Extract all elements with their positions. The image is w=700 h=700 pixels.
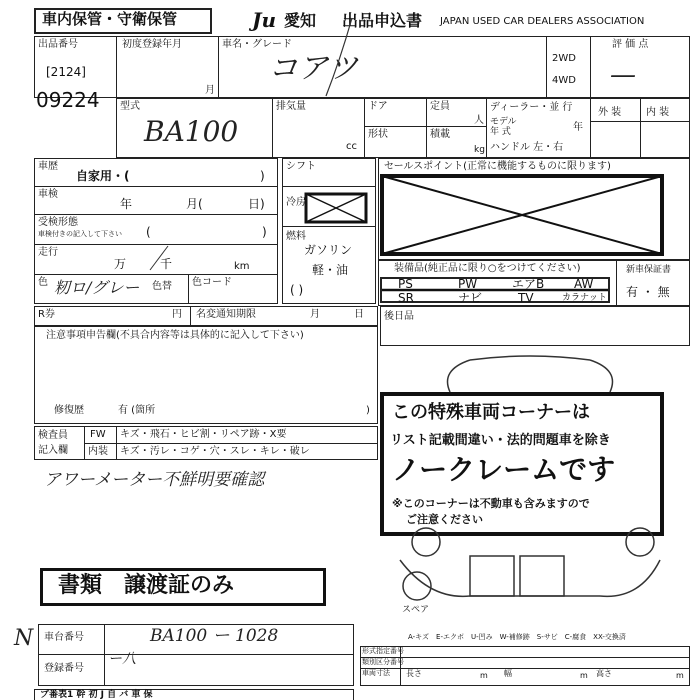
- fuel-diesel: 軽・油: [312, 263, 349, 277]
- warranty-label: 新車保証書: [626, 265, 672, 275]
- received-note: 車検付きの記入して下さい: [38, 230, 122, 238]
- lot-number: 09224: [36, 88, 100, 112]
- lot-number-small: [2124]: [46, 65, 86, 79]
- chassis-label: 車台番号: [44, 632, 84, 643]
- registration-label: 登録番号: [44, 663, 84, 674]
- history-close: ): [260, 169, 265, 183]
- margin-mark: N: [14, 626, 34, 651]
- capacity-unit: 人: [474, 115, 484, 126]
- notice-line-4: ※このコーナーは不動車も含みますので: [392, 497, 590, 510]
- length-label: 長さ: [406, 669, 422, 678]
- interior-label: 内 装: [646, 107, 670, 118]
- color-change: 色替: [152, 281, 172, 292]
- equip-sr: SR: [398, 291, 414, 305]
- inspection-year: 年: [120, 197, 133, 211]
- first-registration-label: 初度登録年月: [122, 39, 182, 50]
- car-name-value: コアツ: [268, 51, 358, 86]
- inspection-label: 車検: [38, 189, 58, 200]
- equip-tv: TV: [518, 291, 534, 305]
- drive-4wd: 4WD: [552, 75, 576, 86]
- documents-text: 書類 譲渡証のみ: [58, 573, 235, 598]
- equip-airbag: エアB: [512, 277, 545, 291]
- class-number-label: 類別区分番号: [362, 658, 404, 666]
- color-code-label: 色コード: [192, 277, 232, 288]
- car-name-label: 車名・グレード: [222, 39, 292, 50]
- equip-pw: PW: [458, 277, 478, 291]
- equip-ps: PS: [398, 277, 413, 291]
- warranty-value: 有 ・ 無: [626, 285, 670, 299]
- equip-nut: カラナット: [562, 293, 607, 303]
- mileage-unit: km: [234, 261, 250, 272]
- grade-value: —: [610, 60, 636, 90]
- width-label: 幅: [504, 669, 512, 678]
- name-change-label: 名変通知期限: [196, 309, 256, 320]
- handle-label: ハンドル 左・右: [490, 142, 564, 153]
- lot-number-label: 出品番号: [38, 39, 78, 50]
- model-year-label-2: 年 式: [490, 127, 511, 137]
- rear-items-label: 後日品: [384, 311, 414, 322]
- org-english: JAPAN USED CAR DEALERS ASSOCIATION: [440, 16, 645, 27]
- notes-label: 注意事項申告欄(不具合内容等は具体的に記入して下さい): [46, 330, 304, 341]
- fuel-gasoline: ガソリン: [304, 243, 353, 257]
- interior-check-label: 内装: [88, 446, 108, 457]
- length-unit: m: [480, 671, 488, 680]
- shape-label: 形状: [368, 129, 388, 140]
- recycle-unit: 円: [172, 309, 182, 320]
- storage-label: 車内保管・守衛保管: [42, 10, 178, 28]
- load-unit: kg: [474, 145, 485, 155]
- fw-text: キズ・飛石・ヒビ割・リペア跡・X要: [120, 429, 287, 440]
- model-label: 型式: [120, 101, 140, 112]
- spare-label: スペア: [402, 605, 430, 615]
- drive-2wd: 2WD: [552, 53, 576, 64]
- model-year-unit: 年: [573, 122, 583, 133]
- capacity-label: 定員: [430, 101, 450, 112]
- displacement-label: 排気量: [276, 101, 306, 112]
- dealer-label: ディーラー・並 行: [490, 102, 573, 113]
- inspector-label-1: 検査員: [38, 430, 68, 441]
- first-registration-month: 月: [205, 85, 215, 96]
- notice-line-1: この特殊車両コーナーは: [392, 402, 590, 423]
- color-value: 籾ロ/グレー: [54, 278, 140, 297]
- form-title: 出品申込書: [342, 11, 423, 30]
- notice-line-2: リスト記載間違い・法的問題車を除き: [390, 433, 611, 448]
- inspection-month: 月(: [186, 197, 203, 211]
- ju-logo: Ju: [252, 8, 277, 32]
- equipment-label: 装備品(純正品に限り○をつけてください): [394, 263, 581, 274]
- interior-check-text: キズ・汚レ・コゲ・穴・スレ・キレ・破レ: [120, 446, 310, 457]
- shift-label: シフト: [286, 161, 316, 172]
- size-table-frame: [360, 646, 690, 686]
- received-label: 受検形態: [38, 217, 78, 228]
- mileage-sen: 千: [160, 257, 173, 271]
- vehicle-size-label: 車両寸法: [362, 669, 390, 677]
- model-year-label-1: モデル: [490, 117, 517, 127]
- cooler-label: 冷房: [286, 197, 306, 208]
- repair-label: 修復歴: [54, 405, 84, 416]
- handwritten-note: アワーメーター不鮮明要確認: [44, 470, 265, 490]
- received-open: (: [146, 225, 151, 239]
- equip-navi: ナビ: [458, 291, 483, 305]
- exterior-label: 外 装: [598, 107, 622, 118]
- sales-point-frame: [378, 158, 690, 260]
- fuel-label: 燃料: [286, 231, 306, 242]
- type-number-label: 形式指定番号: [362, 647, 404, 655]
- repair-close: ): [366, 405, 370, 416]
- damage-legend: A-キズ E-エクボ U-凹み W-補修跡 S-サビ C-腐食 XX-交換済: [408, 633, 626, 641]
- notice-line-3: ノークレームです: [392, 453, 616, 486]
- height-label: 高さ: [596, 669, 612, 678]
- fuel-other: ( ): [290, 283, 304, 297]
- car-body-diagram: [0, 0, 1, 1]
- equip-aw: AW: [574, 277, 594, 291]
- history-value: 自家用・(: [76, 169, 130, 183]
- history-label: 車歴: [38, 161, 58, 172]
- height-unit: m: [676, 671, 684, 680]
- name-change-day: 日: [354, 309, 364, 320]
- repair-value: 有 (箇所: [118, 405, 156, 416]
- recycle-label: R券: [38, 309, 55, 320]
- rear-items-frame: [380, 306, 690, 346]
- received-close: ): [262, 225, 267, 239]
- org-name: 愛知: [284, 11, 317, 30]
- grade-label: 評 価 点: [612, 39, 649, 50]
- width-unit: m: [580, 671, 588, 680]
- inspector-label-2: 記入欄: [38, 445, 68, 456]
- bottom-strip-text: プ番表1 幹 初 J 自 バ 車 保: [40, 690, 153, 700]
- mileage-man: 万: [114, 257, 127, 271]
- registration-value: ー八: [108, 651, 136, 667]
- load-label: 積載: [430, 129, 450, 140]
- fw-label: FW: [90, 429, 106, 440]
- inspection-day: 日): [248, 197, 265, 211]
- sales-point-label: セールスポイント(正常に機能するものに限ります): [384, 161, 611, 172]
- mileage-label: 走行: [38, 247, 58, 258]
- door-label: ドア: [368, 101, 388, 112]
- chassis-value: BA100 ー 1028: [150, 626, 279, 646]
- color-label: 色: [38, 277, 48, 288]
- model-value: BA100: [144, 115, 239, 148]
- displacement-unit: cc: [346, 141, 357, 152]
- name-change-month: 月: [310, 309, 320, 320]
- notice-line-5: ご注意ください: [406, 513, 483, 526]
